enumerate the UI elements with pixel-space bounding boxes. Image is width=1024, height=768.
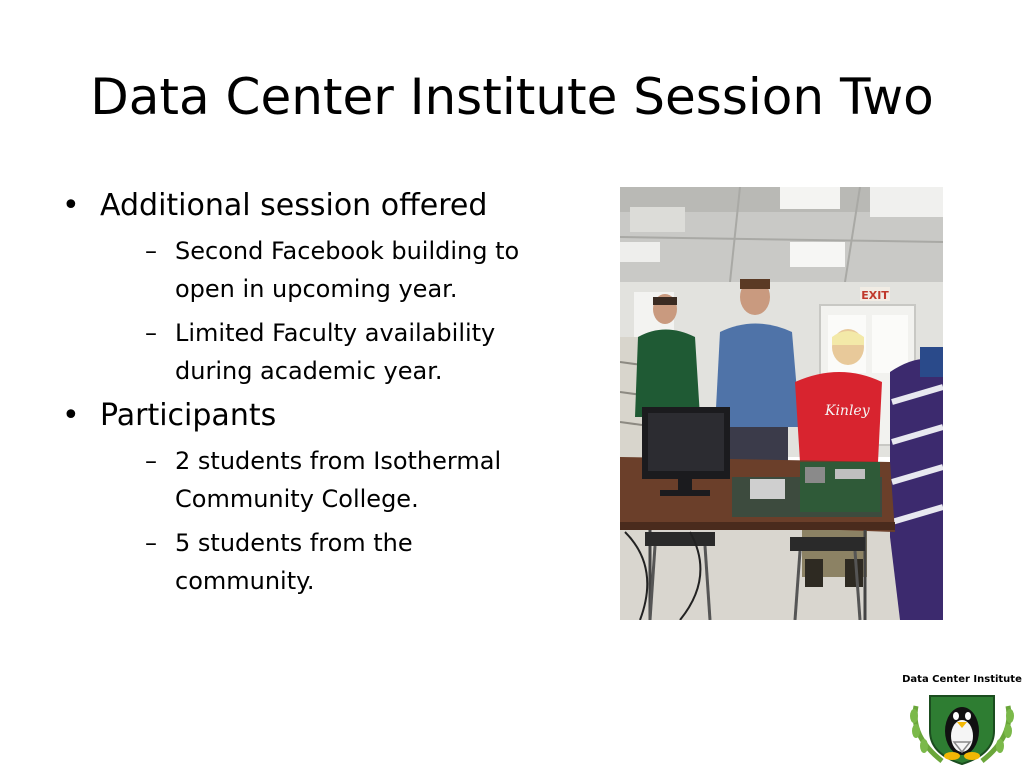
sub-bullet-marker: – [145, 319, 157, 347]
sub-bullet-facebook-building [145, 232, 535, 308]
bullet-marker: • [62, 188, 80, 223]
sub-bullet-community-students [145, 524, 535, 600]
classroom-photo-illustration [620, 187, 943, 620]
bullet-text: Participants [100, 398, 277, 433]
bullet-participants [62, 396, 532, 436]
slide-title: Data Center Institute Session Two [90, 68, 934, 126]
sub-bullet-text: Second Facebook building to open in upcoming year. [175, 237, 520, 303]
penguin-shield-icon [902, 686, 1022, 766]
sub-bullet-text: 5 students from the community. [175, 529, 413, 595]
shirt-text: Kinley [825, 403, 870, 419]
sub-bullet-text: 2 students from Isothermal Community College. [175, 447, 502, 513]
sub-bullet-marker: – [145, 529, 157, 557]
logo-title: Data Center Institute [902, 674, 1022, 685]
classroom-photo [620, 187, 943, 620]
exit-sign: EXIT [861, 289, 889, 302]
data-center-institute-logo [902, 674, 1022, 766]
bullet-text: Additional session offered [100, 188, 488, 223]
bullet-additional-session [62, 186, 532, 226]
sub-bullet-isothermal-students [145, 442, 535, 518]
sub-bullet-marker: – [145, 237, 157, 265]
slide-body [62, 186, 532, 606]
sub-bullet-marker: – [145, 447, 157, 475]
sub-bullet-faculty-availability [145, 314, 535, 390]
sub-bullet-text: Limited Faculty availability during academic year. [175, 319, 496, 385]
bullet-marker: • [62, 398, 80, 433]
